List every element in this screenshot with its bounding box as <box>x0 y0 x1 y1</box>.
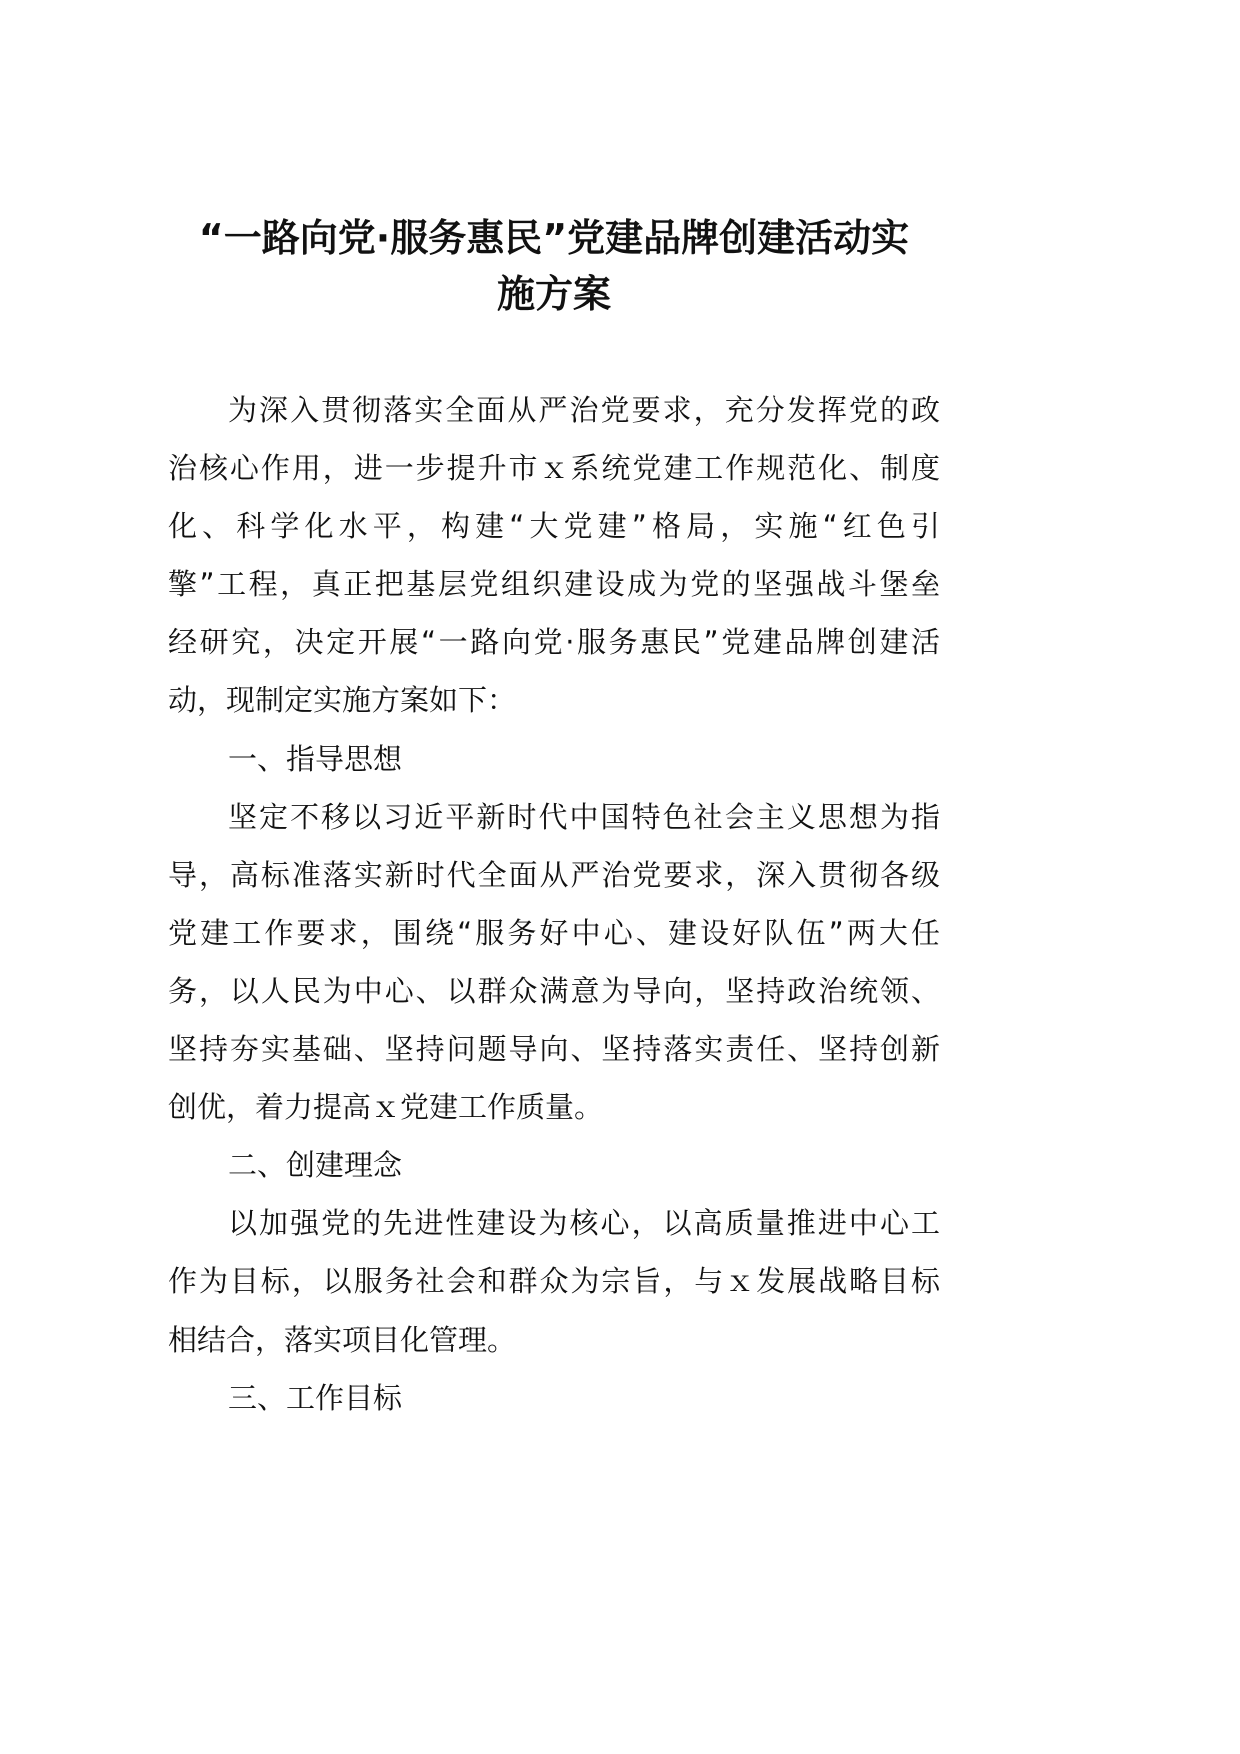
title-line-2: 施方案 <box>496 272 611 316</box>
body-text-line: 为深入贯彻落实全面从严治党要求，充分发挥党的政 <box>228 393 940 427</box>
section-heading: 三、工作目标 <box>228 1380 403 1415</box>
body-text-line: 相结合，落实项目化管理。 <box>168 1322 517 1357</box>
body-text-line: 坚持夯实基础、坚持问题导向、坚持落实责任、坚持创新 <box>168 1032 940 1067</box>
body-text-line: 坚定不移以习近平新时代中国特色社会主义思想为指 <box>228 799 940 834</box>
body-text-line: 擎”工程，真正把基层党组织建设成为党的坚强战斗堡垒 <box>168 567 940 602</box>
body-text-line: 化、科学化水平，构建“大党建”格局，实施“红色引 <box>168 509 940 544</box>
document-title <box>168 210 940 322</box>
body-text-line: 经研究，决定开展“一路向党·服务惠民”党建品牌创建活 <box>168 625 940 660</box>
body-text-line: 党建工作要求，围绕“服务好中心、建设好队伍”两大任 <box>168 915 940 950</box>
section-heading: 一、指导思想 <box>228 741 403 776</box>
body-text-line: 务，以人民为中心、以群众满意为导向，坚持政治统领、 <box>168 973 940 1008</box>
body-text-line: 创优，着力提高ｘ党建工作质量。 <box>168 1090 604 1125</box>
body-text-line: 导，高标准落实新时代全面从严治党要求，深入贯彻各级 <box>168 857 940 892</box>
body-text-line: 动，现制定实施方案如下： <box>168 683 517 718</box>
title-line-1: “一路向党·服务惠民”党建品牌创建活动实 <box>198 216 910 260</box>
body-text-line: 以加强党的先进性建设为核心，以高质量推进中心工 <box>228 1206 940 1241</box>
body-text-line: 作为目标，以服务社会和群众为宗旨，与ｘ发展战略目标 <box>168 1264 940 1299</box>
document-body <box>168 381 940 1427</box>
body-text-line: 治核心作用，进一步提升市ｘ系统党建工作规范化、制度 <box>168 451 940 486</box>
section-heading: 二、创建理念 <box>228 1148 403 1183</box>
